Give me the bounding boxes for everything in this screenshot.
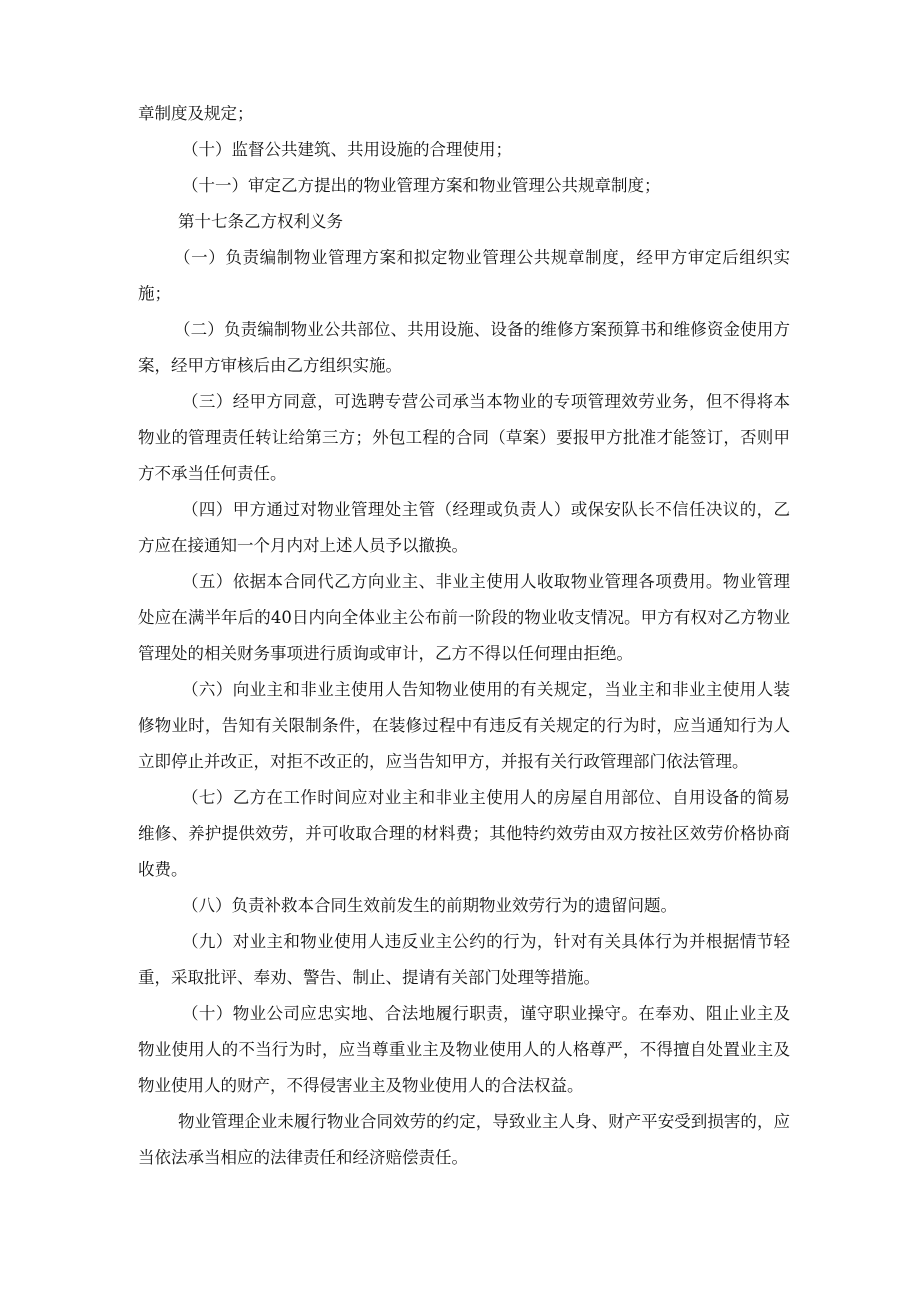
paragraph-b-item-7: （七）乙方在工作时间应对业主和非业主使用人的房屋自用部位、自用设备的简易维修、养护提供效劳，并可收取合理的材料费；其他特约效劳由双方按社区效劳价格协商收费。 (138, 788, 790, 879)
paragraph-b-item-6: （六）向业主和非业主使用人告知物业使用的有关规定，当业主和非业主使用人装修物业时，告知有关限制条件，在装修过程中有违反有关规定的行为时，应当通知行为人立即停止并改正，对拒不改正的，应当告知甲方，并报有关行政管理部门依法管理。 (138, 680, 790, 771)
paragraph-liability: 物业管理企业未履行物业合同效劳的约定，导致业主人身、财产平安受到损害的，应当依法承当相应的法律责任和经济赔偿责任。 (138, 1112, 790, 1167)
paragraph-continuation: 章制度及规定； (138, 104, 254, 123)
paragraph-item-10: （十）监督公共建筑、共用设施的合理使用； (182, 140, 512, 159)
document-page (138, 96, 790, 1176)
paragraph-item-11: （十一）审定乙方提出的物业管理方案和物业管理公共规章制度； (182, 176, 661, 195)
paragraph-b-item-2: （二）负责编制物业公共部位、共用设施、设备的维修方案预算书和维修资金使用方案，经甲方审核后由乙方组织实施。 (138, 320, 790, 375)
paragraph-b-item-10: （十）物业公司应忠实地、合法地履行职责，谨守职业操守。在奉劝、阻止业主及物业使用人的不当行为时，应当尊重业主及物业使用人的人格尊严，不得擅自处置业主及物业使用人的财产，不得侵害业主及物业使用人的合法权益。 (138, 1004, 790, 1095)
paragraph-b-item-4: （四）甲方通过对物业管理处主管（经理或负责人）或保安队长不信任决议的，乙方应在接通知一个月内对上述人员予以撤换。 (138, 500, 790, 555)
paragraph-b-item-9: （九）对业主和物业使用人违反业主公约的行为，针对有关具体行为并根据情节轻重，采取批评、奉劝、警告、制止、提请有关部门处理等措施。 (138, 932, 790, 987)
paragraph-b-item-8: （八）负责补救本合同生效前发生的前期物业效劳行为的遗留问题。 (182, 896, 677, 915)
paragraph-b-item-1: （一）负责编制物业管理方案和拟定物业管理公共规章制度，经甲方审定后组织实施； (138, 248, 790, 303)
paragraph-b-item-3: （三）经甲方同意，可选聘专营公司承当本物业的专项管理效劳业务，但不得将本物业的管理责任转让给第三方；外包工程的合同（草案）要报甲方批准才能签订，否则甲方不承当任何责任。 (138, 392, 790, 483)
paragraph-b-item-5: （五）依据本合同代乙方向业主、非业主使用人收取物业管理各项费用。物业管理处应在满半年后的40日内向全体业主公布前一阶段的物业收支情况。甲方有权对乙方物业管理处的相关财务事项进行质询或审计，乙方不得以任何理由拒绝。 (138, 572, 790, 663)
article-17-heading: 第十七条乙方权利义务 (178, 212, 343, 231)
